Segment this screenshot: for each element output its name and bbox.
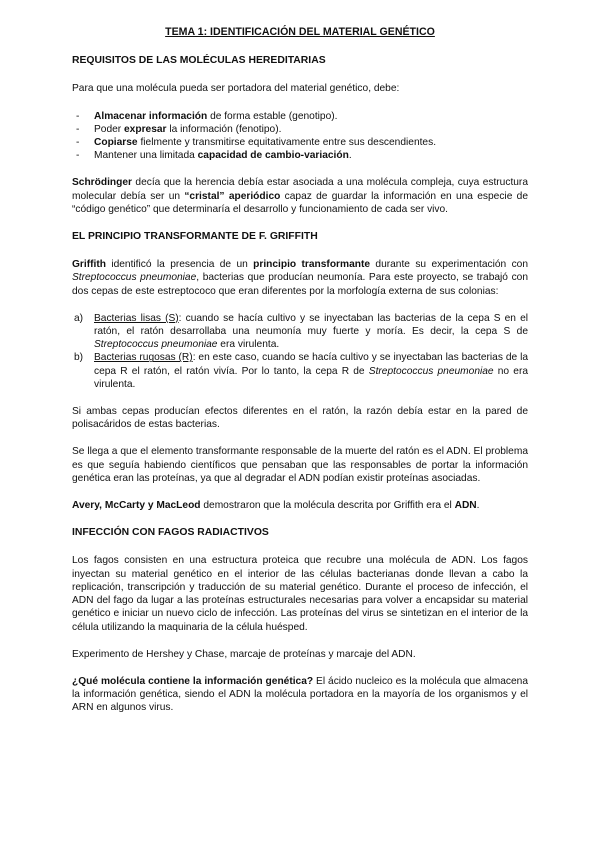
list-marker: a) — [74, 312, 84, 324]
italic-term: Streptococcus pneumoniae — [72, 272, 197, 284]
italic-term: Streptococcus pneumoniae — [368, 365, 494, 377]
underlined-term: Bacterias lisas (S) — [94, 312, 179, 324]
text-run: : en este caso, cuando se hacía cultivo y se inyectaban las bacterias de la cepa R el ratón, el ratón vivía. Por lo tanto, la cepa R de — [94, 352, 529, 377]
item-text: fielmente y transmitirse equitativamente entre sus descendientes. — [137, 137, 437, 149]
list-item — [72, 123, 528, 136]
italic-term: Streptococcus pneumoniae — [94, 339, 218, 351]
bold-term: Copiarse — [94, 137, 138, 149]
text-run: capaz de guardar la información en una especie de “código genético” que determinaría el desarrollo y funcionamiento de cada ser vivo. — [72, 190, 528, 215]
list-item — [72, 149, 528, 162]
document-page — [72, 26, 528, 729]
bold-term: Avery, McCarty y MacLeod — [72, 500, 201, 512]
requirements-list — [72, 110, 528, 163]
bold-term: Schrödinger — [72, 177, 133, 189]
paragraph-adn-transformante: Se llega a que el elemento transformante responsable de la muerte del ratón es el ADN. El problema es que seguía habiendo científicos que pensaban que las responsables de portar la información genética eran las proteínas, ya que al degradar el ADN podían existir proteínas asociadas. — [72, 446, 528, 484]
paragraph-fagos: Los fagos consisten en una estructura proteica que recubre una molécula de ADN. Los fagos inyectan su material genético en el interior de las células bacterianas donde llevan a cabo la replicación, transcripción y traducción de su material genético. Durante el proceso de infección, el ADN del fago da lugar a las proteínas estructurales necesarias para volver a encapsidar su material genético e iniciar un nuevo ciclo de infección. Las proteínas del virus se sintetizan en el interior de la célula utilizando la maquinaria de la célula huésped. — [72, 555, 528, 633]
text-run: . — [476, 500, 480, 512]
list-item — [72, 110, 528, 123]
paragraph-hershey-chase: Experimento de Hershey y Chase, marcaje de proteínas y marcaje del ADN. — [72, 648, 416, 660]
paragraph-schrodinger — [72, 176, 528, 216]
text-run: durante su experimentación con — [370, 259, 528, 271]
underlined-term: Bacterias rugosas (R) — [94, 352, 193, 364]
bold-term: expresar — [124, 123, 167, 135]
item-prefix: Mantener una limitada — [94, 150, 198, 162]
list-item — [72, 312, 528, 352]
paragraph-question — [72, 675, 528, 715]
heading-griffith: EL PRINCIPIO TRANSFORMANTE DE F. GRIFFITH — [72, 231, 318, 243]
heading-fagos: INFECCIÓN CON FAGOS RADIACTIVOS — [72, 527, 269, 539]
paragraph-cepas: Si ambas cepas producían efectos diferentes en el ratón, la razón debía estar en la pared de polisacáridos de estas bacterias. — [72, 406, 528, 431]
item-prefix: Poder — [94, 123, 125, 135]
text-run: era virulenta. — [217, 339, 280, 351]
list-item — [72, 136, 528, 149]
item-text: . — [348, 150, 352, 162]
bold-term: capacidad de cambio-variación — [197, 150, 349, 162]
text-run: , bacterias que producían neumonía. Para este proyecto, se trabajó con dos cepas de este estreptococo que eran diferentes por la morfología externa de sus colonias: — [72, 272, 528, 297]
paragraph-avery — [72, 499, 528, 512]
text-run: demostraron que la molécula descrita por Griffith era el — [200, 500, 455, 512]
bold-term: ADN — [454, 500, 477, 512]
document-title: TEMA 1: IDENTIFICACIÓN DEL MATERIAL GENÉTICO — [165, 26, 435, 38]
list-item — [72, 351, 528, 391]
item-text: de forma estable (genotipo). — [207, 110, 338, 122]
bold-term: Griffith — [72, 259, 106, 271]
bold-term: ¿Qué molécula contiene la información genética? — [72, 675, 314, 687]
bold-term: “cristal” aperiódico — [184, 190, 281, 202]
text-run: : cuando se hacía cultivo y se inyectaban las bacterias de la cepa S en el ratón, el ratón desarrollaba una neumonía muy fuerte y moría. Es decir, la cepa S de — [94, 312, 528, 338]
heading-requisitos: REQUISITOS DE LAS MOLÉCULAS HEREDITARIAS — [72, 55, 326, 67]
text-run: El ácido nucleico es la molécula que almacena la información genética, siendo el ADN la molécula portadora en la mayoría de los organismos y el ARN en algunos virus. — [72, 675, 528, 714]
list-marker: b) — [74, 352, 84, 364]
text-run: identificó la presencia de un — [105, 259, 254, 271]
paragraph-griffith — [72, 258, 528, 298]
paragraph-intro: Para que una molécula pueda ser portadora del material genético, debe: — [72, 83, 400, 95]
bold-term: principio transformante — [253, 259, 371, 271]
strains-list — [72, 312, 528, 391]
bold-term: Almacenar información — [94, 110, 208, 122]
text-run: decía que la herencia debía estar asociada a una molécula compleja, cuya estructura molecular debía ser un — [72, 177, 528, 202]
text-run: no era virulenta. — [94, 365, 528, 390]
item-text: la información (fenotipo). — [166, 123, 282, 135]
